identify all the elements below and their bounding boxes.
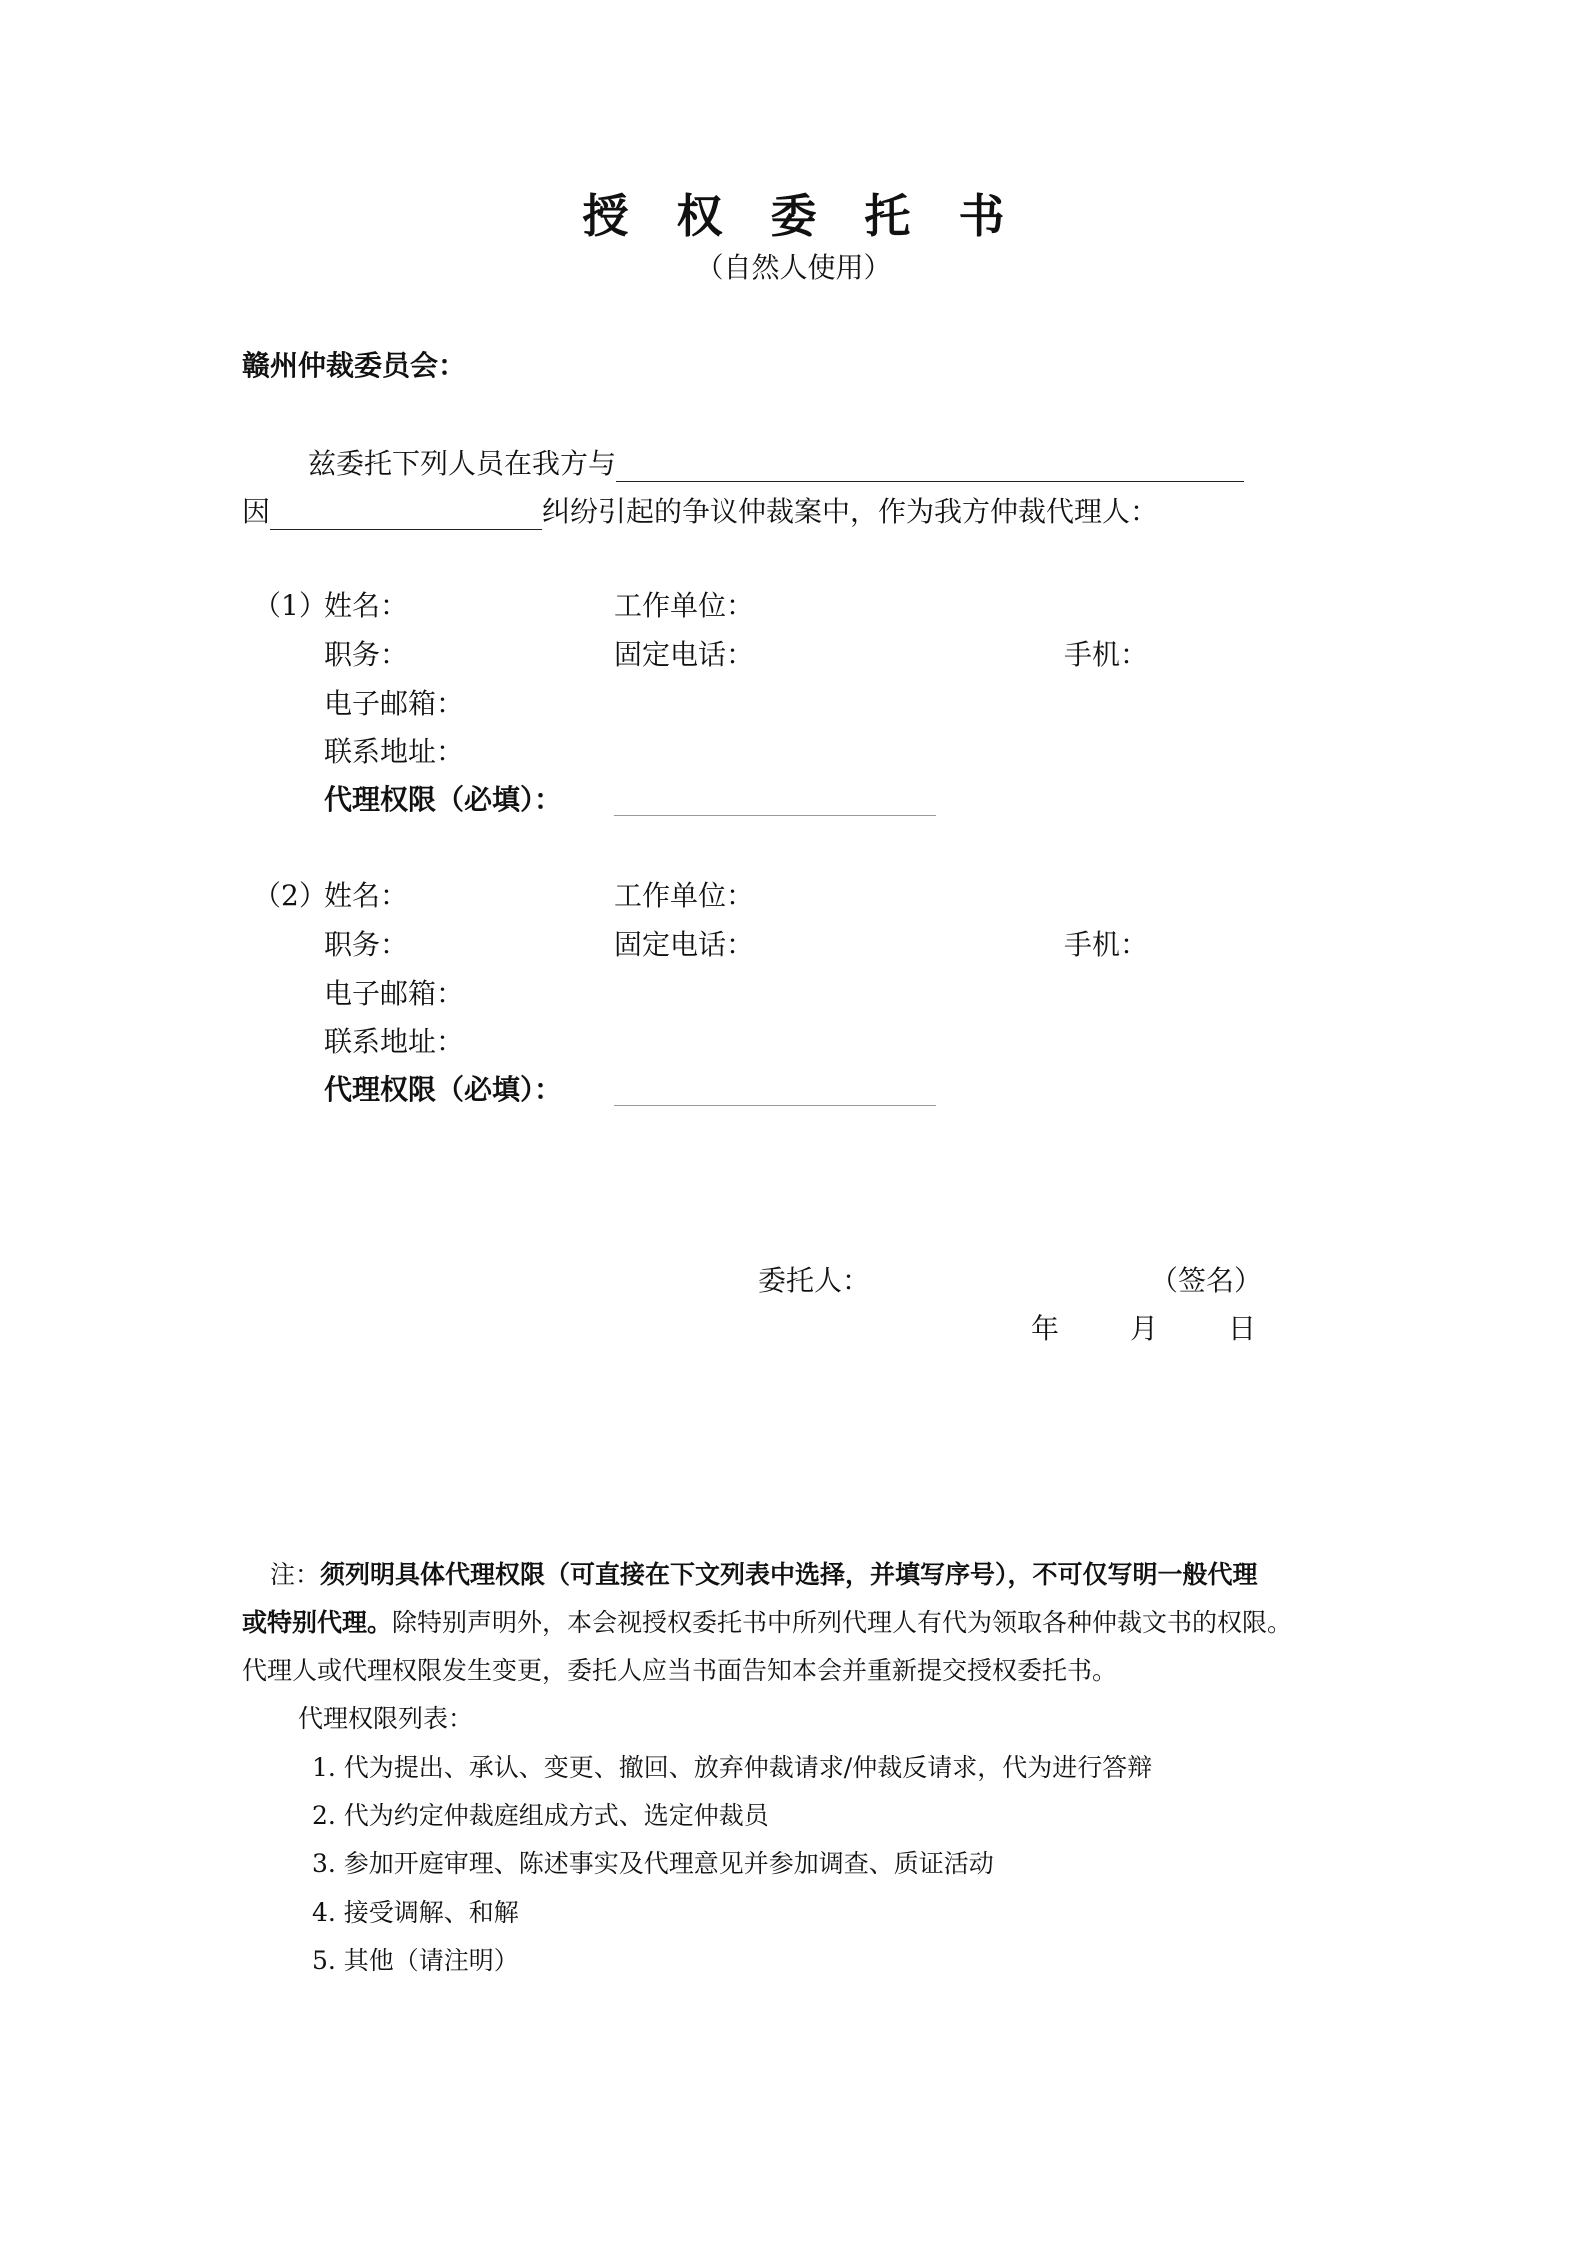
authority-list-item-5: 5. 其他（请注明）	[312, 1946, 519, 1975]
agent-1-work-unit-label: 工作单位：	[614, 589, 755, 622]
date-day-label: 日	[1228, 1312, 1257, 1345]
agent-1-landline-label: 固定电话：	[614, 638, 755, 671]
agent-1-authority-label: 代理权限（必填）：	[324, 783, 563, 816]
note-normal-2: 除特别声明外，本会视授权委托书中所列代理人有代为领取各种仲裁文书的权限。	[392, 1608, 1293, 1637]
document-title: 授权委托书	[582, 189, 1053, 243]
note-prefix: 注：	[270, 1560, 321, 1589]
agent-2-work-unit-label: 工作单位：	[614, 879, 755, 912]
addressee: 赣州仲裁委员会：	[242, 349, 467, 382]
agent-2-mobile-label: 手机：	[1064, 928, 1149, 961]
date-month-label: 月	[1130, 1312, 1159, 1345]
agent-1-mobile-label: 手机：	[1064, 638, 1149, 671]
authority-list-item-2: 2. 代为约定仲裁庭组成方式、选定仲裁员	[312, 1801, 769, 1830]
agent-1-email-label: 电子邮箱：	[324, 687, 465, 720]
signature-label: （签名）	[1150, 1264, 1263, 1297]
intro-line-1-text: 兹委托下列人员在我方与	[308, 447, 617, 480]
note-line-2	[242, 1606, 1292, 1640]
agent-2-landline-label: 固定电话：	[614, 928, 755, 961]
authority-list-title: 代理权限列表：	[298, 1704, 474, 1733]
opposing-party-blank[interactable]	[616, 451, 1244, 482]
intro-line-1	[308, 446, 1244, 482]
agent-2-position-label: 职务：	[324, 928, 409, 961]
authority-list-item-4: 4. 接受调解、和解	[312, 1898, 519, 1927]
agent-2-authority-blank[interactable]	[614, 1105, 936, 1106]
agent-1-address-label: 联系地址：	[324, 735, 465, 768]
document-subtitle: （自然人使用）	[695, 251, 892, 284]
agent-1-position-label: 职务：	[324, 638, 409, 671]
intro-line-2	[242, 494, 1158, 530]
agent-1-authority-blank[interactable]	[614, 815, 936, 816]
note-line-1	[270, 1558, 1258, 1592]
agent-2-name-label: 姓名：	[324, 879, 409, 912]
note-bold-2: 或特别代理。	[242, 1608, 393, 1637]
intro-line-2-prefix: 因	[242, 495, 271, 528]
note-bold-1: 须列明具体代理权限（可直接在下文列表中选择，并填写序号），不可仅写明一般代理	[320, 1560, 1258, 1589]
intro-line-2-suffix: 纠纷引起的争议仲裁案中，作为我方仲裁代理人：	[542, 495, 1159, 528]
agent-2-address-label: 联系地址：	[324, 1025, 465, 1058]
agent-2-authority-label: 代理权限（必填）：	[324, 1073, 563, 1106]
agent-1-index: （1）	[253, 589, 327, 622]
authority-list-item-1: 1. 代为提出、承认、变更、撤回、放弃仲裁请求/仲裁反请求，代为进行答辩	[312, 1753, 1153, 1782]
dispute-type-blank[interactable]	[270, 499, 542, 530]
date-year-label: 年	[1031, 1312, 1060, 1345]
agent-1-name-label: 姓名：	[324, 589, 409, 622]
authority-list-item-3: 3. 参加开庭审理、陈述事实及代理意见并参加调查、质证活动	[312, 1849, 994, 1878]
note-line-3: 代理人或代理权限发生变更，委托人应当书面告知本会并重新提交授权委托书。	[242, 1656, 1118, 1685]
principal-label: 委托人：	[758, 1264, 871, 1297]
agent-2-index: （2）	[253, 879, 327, 912]
agent-2-email-label: 电子邮箱：	[324, 977, 465, 1010]
